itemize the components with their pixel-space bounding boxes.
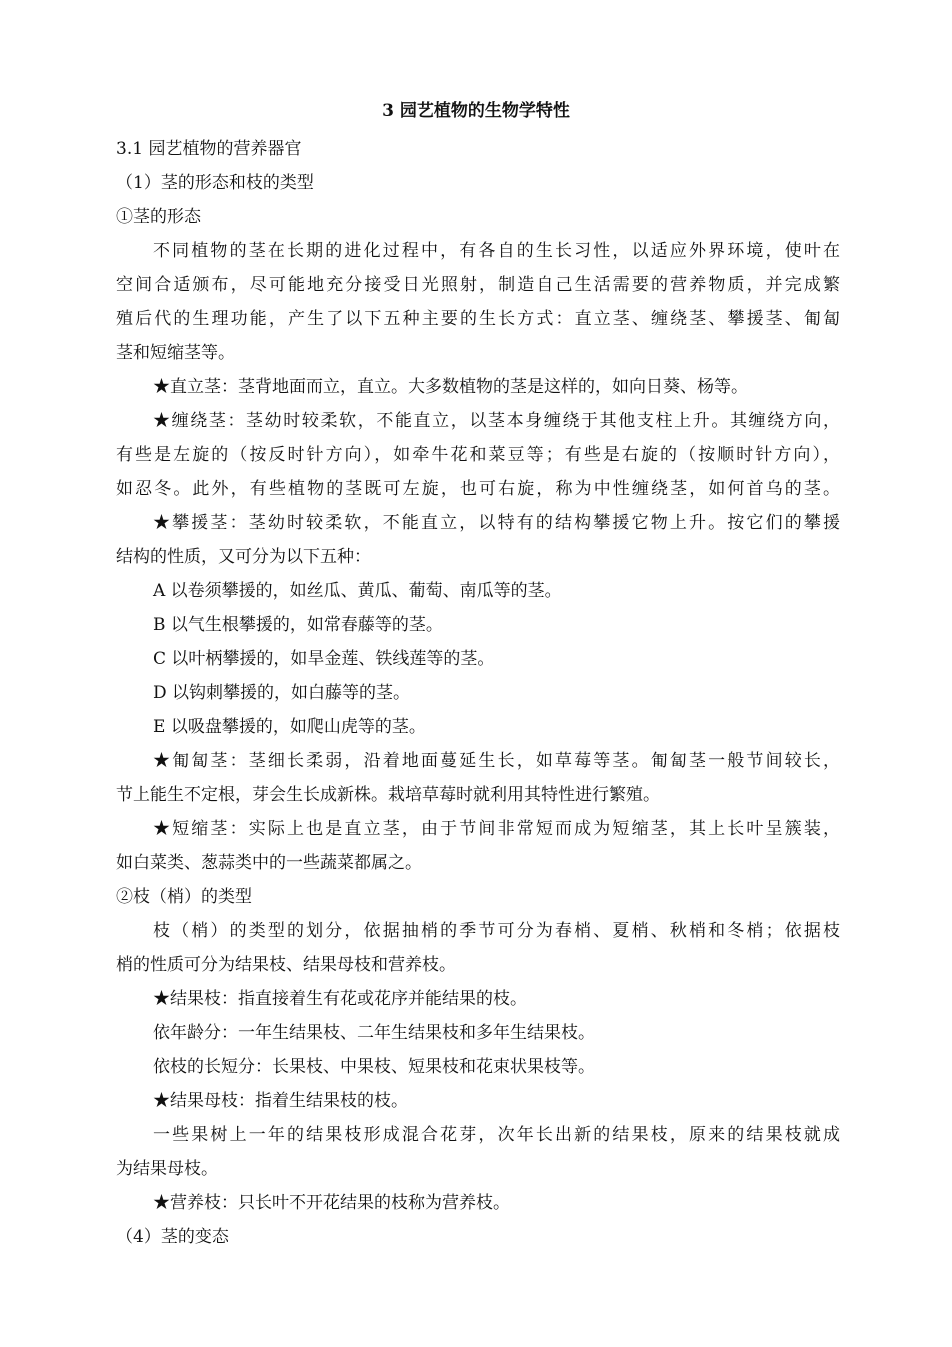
paragraph-line: 如忍冬。此外，有些植物的茎既可左旋，也可右旋，称为中性缠绕茎，如何首乌的茎。 bbox=[116, 479, 840, 499]
paragraph-line: 为结果母枝。 bbox=[116, 1159, 218, 1179]
document-title: 3 园艺植物的生物学特性 bbox=[382, 101, 570, 121]
paragraph-line: 如白菜类、葱蒜类中的一些蔬菜都属之。 bbox=[116, 853, 422, 873]
list-item: E 以吸盘攀援的，如爬山虎等的茎。 bbox=[153, 717, 426, 737]
subsection-heading: ①茎的形态 bbox=[116, 207, 201, 227]
paragraph-line: ★营养枝：只长叶不开花结果的枝称为营养枝。 bbox=[153, 1193, 510, 1213]
paragraph-line: 空间合适颁布，尽可能地充分接受日光照射，制造自己生活需要的营养物质，并完成繁 bbox=[116, 275, 840, 295]
paragraph-line: ★缠绕茎：茎幼时较柔软，不能直立，以茎本身缠绕于其他支柱上升。其缠绕方向， bbox=[153, 411, 840, 431]
paragraph-line: ★结果枝：指直接着生有花或花序并能结果的枝。 bbox=[153, 989, 527, 1009]
paragraph-line: 依年龄分：一年生结果枝、二年生结果枝和多年生结果枝。 bbox=[153, 1023, 595, 1043]
subsection-heading: （4）茎的变态 bbox=[116, 1227, 229, 1247]
paragraph-line: 茎和短缩茎等。 bbox=[116, 343, 235, 363]
section-heading: 3.1 园艺植物的营养器官 bbox=[116, 139, 302, 159]
paragraph-line: 有些是左旋的（按反时针方向），如牵牛花和菜豆等；有些是右旋的（按顺时针方向）， bbox=[116, 445, 840, 465]
paragraph-line: ★直立茎：茎背地面而立，直立。大多数植物的茎是这样的，如向日葵、杨等。 bbox=[153, 377, 748, 397]
list-item: D 以钩刺攀援的，如白藤等的茎。 bbox=[153, 683, 411, 703]
paragraph-line: 不同植物的茎在长期的进化过程中，有各自的生长习性，以适应外界环境，使叶在 bbox=[153, 241, 840, 261]
paragraph-line: 节上能生不定根，芽会生长成新株。栽培草莓时就利用其特性进行繁殖。 bbox=[116, 785, 660, 805]
paragraph-line: ★攀援茎：茎幼时较柔软，不能直立，以特有的结构攀援它物上升。按它们的攀援 bbox=[153, 513, 840, 533]
paragraph-line: 依枝的长短分：长果枝、中果枝、短果枝和花束状果枝等。 bbox=[153, 1057, 595, 1077]
paragraph-line: 结构的性质，又可分为以下五种： bbox=[116, 547, 371, 567]
paragraph-line: 殖后代的生理功能，产生了以下五种主要的生长方式：直立茎、缠绕茎、攀援茎、匍匐 bbox=[116, 309, 840, 329]
paragraph-line: 梢的性质可分为结果枝、结果母枝和营养枝。 bbox=[116, 955, 456, 975]
paragraph-line: ★结果母枝：指着生结果枝的枝。 bbox=[153, 1091, 408, 1111]
paragraph-line: 枝（梢）的类型的划分，依据抽梢的季节可分为春梢、夏梢、秋梢和冬梢；依据枝 bbox=[153, 921, 840, 941]
document-body bbox=[116, 132, 840, 1254]
subsection-heading: （1）茎的形态和枝的类型 bbox=[116, 173, 314, 193]
paragraph-line: ★短缩茎：实际上也是直立茎，由于节间非常短而成为短缩茎，其上长叶呈簇装， bbox=[153, 819, 840, 839]
list-item: A 以卷须攀援的，如丝瓜、黄瓜、葡萄、南瓜等的茎。 bbox=[153, 581, 562, 601]
paragraph-line: 一些果树上一年的结果枝形成混合花芽，次年长出新的结果枝，原来的结果枝就成 bbox=[153, 1125, 840, 1145]
paragraph-line: ★匍匐茎：茎细长柔弱，沿着地面蔓延生长，如草莓等茎。匍匐茎一般节间较长， bbox=[153, 751, 840, 771]
list-item: C 以叶柄攀援的，如旱金莲、铁线莲等的茎。 bbox=[153, 649, 495, 669]
list-item: B 以气生根攀援的，如常春藤等的茎。 bbox=[153, 615, 443, 635]
subsection-heading: ②枝（梢）的类型 bbox=[116, 887, 252, 907]
